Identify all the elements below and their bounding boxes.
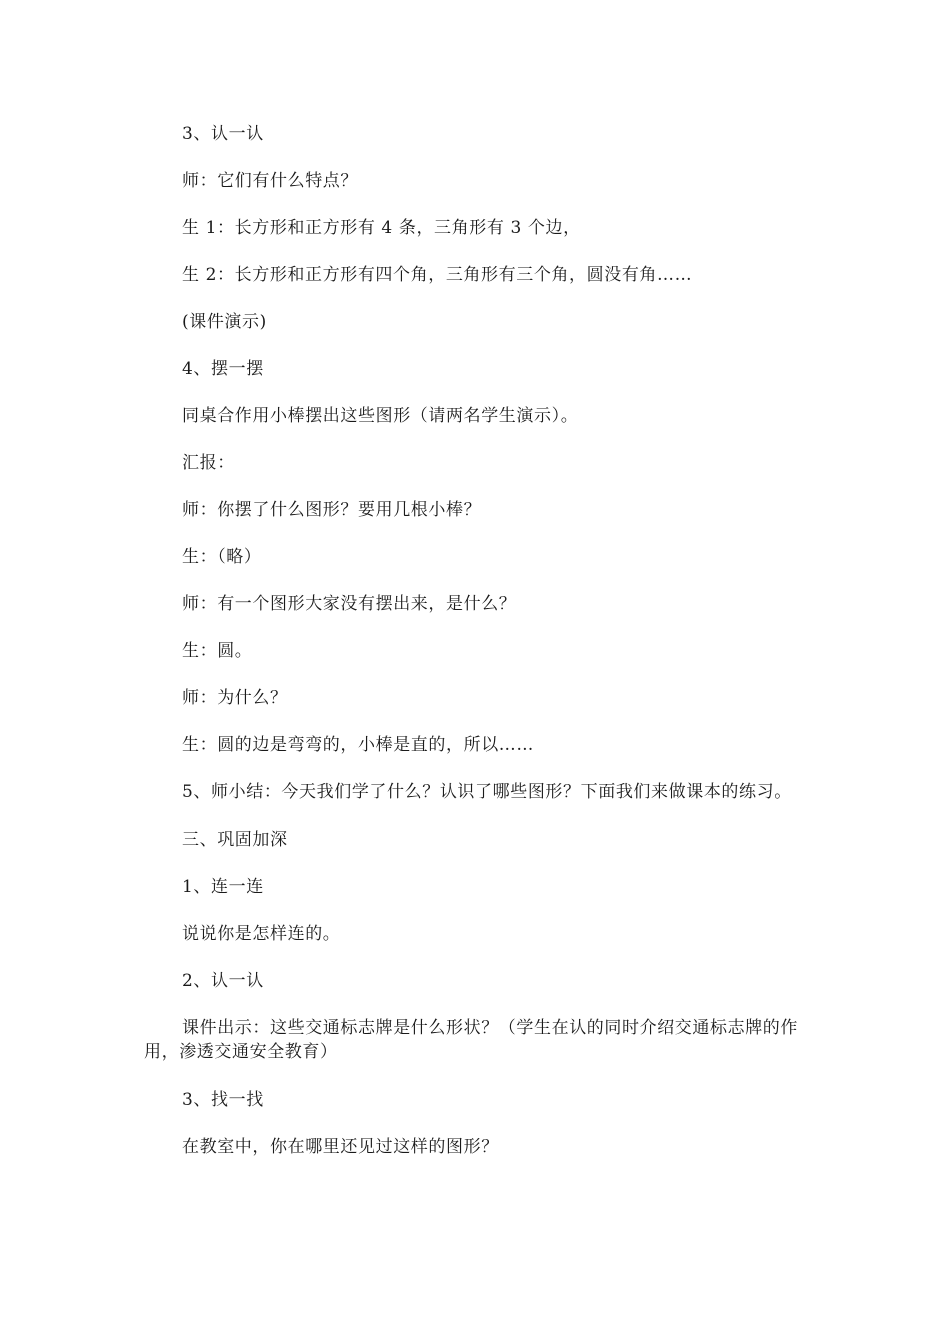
section-heading: 4、摆一摆 xyxy=(182,359,264,379)
section-heading: 3、认一认 xyxy=(182,124,264,144)
student-line: 生：（略） xyxy=(182,547,262,567)
student-line: 生 2：长方形和正方形有四个角，三角形有三个角，圆没有角…… xyxy=(182,265,693,285)
section-heading: 2、认一认 xyxy=(182,971,264,991)
teacher-line: 师：为什么？ xyxy=(182,688,288,708)
student-line: 生 1：长方形和正方形有 4 条，三角形有 3 个边， xyxy=(182,218,581,238)
courseware-note: 课件出示：这些交通标志牌是什么形状？（学生在认的同时介绍交通标志牌的作用，渗透交通安全教育） xyxy=(144,1018,798,1062)
teacher-line: 师：你摆了什么图形？要用几根小棒？ xyxy=(182,500,482,520)
teacher-line: 师：有一个图形大家没有摆出来，是什么？ xyxy=(182,594,517,614)
activity-instruction: 在教室中，你在哪里还见过这样的图形？ xyxy=(182,1137,499,1157)
student-line: 生：圆。 xyxy=(182,641,253,661)
section-heading: 3、找一找 xyxy=(182,1090,264,1110)
teacher-summary: 5、师小结：今天我们学了什么？认识了哪些图形？下面我们来做课本的练习。 xyxy=(182,782,792,802)
report-label: 汇报： xyxy=(182,453,235,473)
document-body xyxy=(144,122,812,1182)
teacher-line: 师：它们有什么特点？ xyxy=(182,171,358,191)
activity-instruction: 同桌合作用小棒摆出这些图形（请两名学生演示）。 xyxy=(182,406,579,426)
student-line: 生：圆的边是弯弯的，小棒是直的，所以…… xyxy=(182,735,534,755)
activity-instruction: 说说你是怎样连的。 xyxy=(182,924,341,944)
section-heading: 三、巩固加深 xyxy=(182,830,288,850)
stage-note: (课件演示) xyxy=(182,312,267,332)
section-heading: 1、连一连 xyxy=(182,877,264,897)
